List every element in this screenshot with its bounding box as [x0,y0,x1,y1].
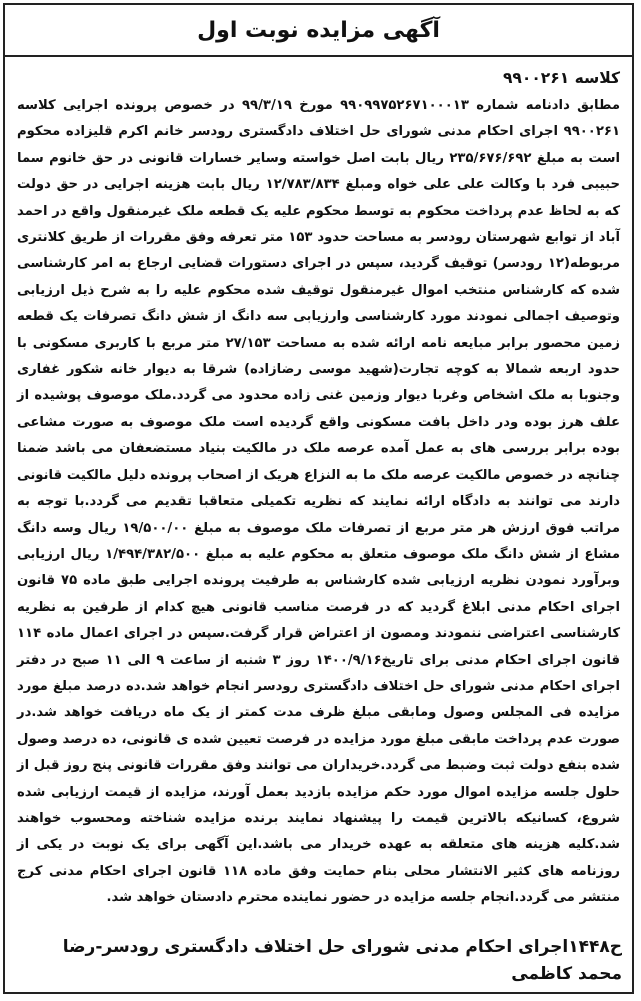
notice-content [5,57,632,912]
title-bar [5,5,632,57]
issuer-signature: ح۱۴۴۸اجرای احکام مدنی شورای حل اختلاف دادگستری رودسر-رضا محمد کاظمی [62,937,622,984]
auction-notice [3,3,634,994]
notice-title: آگهی مزایده نوبت اول [197,17,440,43]
case-number: کلاسه ۹۹۰۰۲۶۱ [502,69,620,87]
notice-body: مطابق دادنامه شماره ۹۹۰۹۹۷۵۲۶۷۱۰۰۰۱۳ مورخ ۹۹/۳/۱۹ در خصوص پرونده اجرایی کلاسه ۹۹۰۰۲۶۱ اجرای احکام مدنی شورای حل اختلاف دادگستری رودسر خانم اکرم قلیزاده محکوم است به مبلغ ۲۳۵/۶۷۶/۶۹۲ ریال بابت اصل خواسته وسایر خسارات قانونی در حق خانوم سما حبیبی فرد با وکالت علی علی خواه ومبلغ ۱۲/۷۸۳/۸۳۴ ریال بابت هزینه اجرایی در حق دولت که به لحاظ عدم پرداخت محکوم به توسط محکوم علیه یک قطعه ملک غیرمنقول واقع در احمد آباد از توابع شهرستان رودسر به مساحت حدود ۱۵۳ متر تعرفه وفق مقررات از طریق کلانتری مربوطه(۱۲ رودسر) توقیف گردید، سپس در اجرای دستورات قضایی ارجاع به امر کارشناسی شده که کارشناس منتخب اموال غیرمنقول توقیف شده محکوم علیه را به شرح ذیل ارزیابی وتوصیف اجمالی نمودند مورد کارشناسی وارزیابی سه دانگ از شش دانگ تصرفات یک قطعه زمین محصور برابر مبایعه نامه ارائه شده به مساحت ۲۷/۱۵۳ متر مربع با کاربری مسکونی با حدود اربعه شمالا به کوچه تجارت(شهید موسی رضازاده) شرقا به دیوار خانه شکور غفاری وجنوبا به ملک اشخاص وغربا دیوار وزمین غنی زاده محدود می گردد.ملک موصوف پوشیده از علف هرز بوده ودر داخل بافت مسکونی واقع گردیده است ملک موصوف به صورت مشاعی بوده برابر بررسی های به عمل آمده عرصه ملک در مالکیت بنیاد مستضعفان می باشد ضمنا چنانچه در خصوص مالکیت عرصه ملک ما به النزاع هریک از اصحاب پرونده دلیل مالکیت قانونی دارند می توانند به دادگاه ارائه نمایند که نظریه تکمیلی متعاقبا تقدیم می گردد.با توجه به مراتب فوق ارزش هر متر مربع از تصرفات ملک موصوف به مبلغ ۱۹/۵۰۰/۰۰ ریال وسه دانگ مشاع از شش دانگ ملک موصوف متعلق به محکوم علیه به مبلغ ۱/۴۹۴/۳۸۲/۵۰۰ ریال ارزیابی وبرآورد نمودن نظریه ارزیابی شده کارشناس به طرفیت پرونده اجرایی طبق ماده ۷۵ قانون اجرای احکام مدنی ابلاغ گردید که در فرصت مناسب قانونی هیچ کدام از طرفین به نظریه کارشناسی اعتراضی ننمودند ومصون از اعتراض قرار گرفت.سپس در اجرای اعمال ماده ۱۱۴ قانون اجرای احکام مدنی برای تاریخ۱۴۰۰/۹/۱۶ روز ۳ شنبه از ساعت ۹ الی ۱۱ صبح در دفتر اجرای احکام مدنی شورای حل اختلاف دادگستری رودسر انجام خواهد شد.ده درصد مبلغ مورد مزایده فی المجلس وصول ومابقی مبلغ ظرف مدت کمتر از یک ماه دریافت خواهد شد.در صورت عدم پرداخت مابقی مبلغ مورد مزایده در فرصت تعیین شده ی قانونی، ده درصد وصول شده بنفع دولت ثبت وضبط می گردد.خریداران می توانند وفق مقررات قانونی پنج روز قبل از حلول جلسه مزایده اموال مورد حکم مزایده بازدید بعمل آورند، مزایده از قیمت ارزیابی شده شروع، کسانیکه بالاترین قیمت را پیشنهاد نمایند برنده مزایده شناخته ومحسوب خواهند شد.کلیه هزینه های متعلقه به عهده خریدار می باشد.این آگهی برای یک نوبت در یکی از روزنامه های کثیر الانتشار محلی بنام حمایت وفق ماده ۱۱۸ قانون اجرای احکام مدنی کرج منتشر می گردد.انجام جلسه مزایده در حضور نماینده محترم دادستان خواهد شد. [17,98,621,906]
